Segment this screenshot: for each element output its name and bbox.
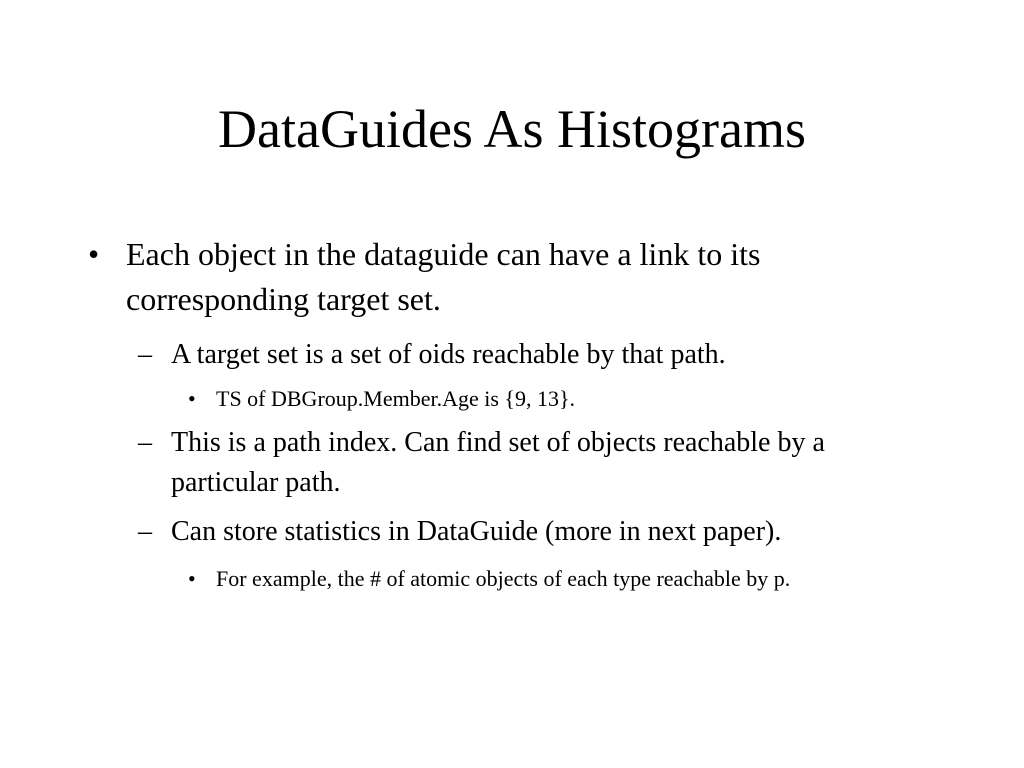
- sub-bullet-item: [138, 512, 938, 552]
- dash-marker: –: [138, 516, 152, 547]
- sub-bullet-text: Can store statistics in DataGuide (more in next paper).: [171, 516, 782, 547]
- bullet-marker: •: [88, 236, 100, 272]
- sub-bullet-item: [138, 423, 938, 503]
- sub-sub-bullet-item: [188, 382, 938, 415]
- bullet-item: [88, 232, 938, 322]
- dash-marker: –: [138, 339, 152, 370]
- bullet-text: Each object in the dataguide can have a link to its corresponding target set.: [126, 236, 761, 317]
- sub-bullet-text: This is a path index. Can find set of objects reachable by a particular path.: [171, 427, 825, 498]
- slide-title: DataGuides As Histograms: [218, 99, 806, 159]
- sub-sub-bullet-text: For example, the # of atomic objects of each type reachable by p.: [216, 566, 791, 591]
- sub-bullet-text: A target set is a set of oids reachable by that path.: [171, 339, 726, 370]
- dash-marker: –: [138, 427, 152, 458]
- sub-sub-bullet-item: [188, 562, 938, 595]
- sub-sub-bullet-text: TS of DBGroup.Member.Age is {9, 13}.: [216, 386, 576, 411]
- sub-bullet-item: [138, 335, 938, 375]
- bullet-marker: •: [188, 566, 196, 591]
- bullet-marker: •: [188, 386, 196, 411]
